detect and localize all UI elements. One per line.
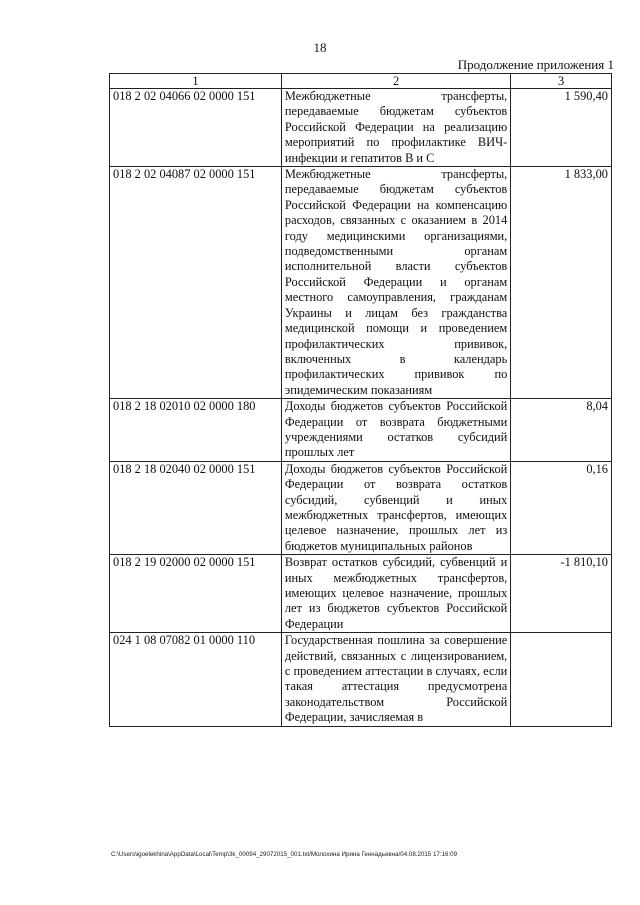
column-header-3: 3 xyxy=(511,74,612,89)
income-description: Государственная пошлина за совершение действий, связанных с лицензированием, с проведением аттестации в случаях, если такая аттестация предусмотрена законодательством Российской Федерации, зачисляемая в xyxy=(281,633,510,726)
income-description: Доходы бюджетов субъектов Российской Федерации от возврата остатков субсидий, субвенций и иных межбюджетных трансфертов, имеющих целевое назначение, прошлых лет из бюджетов муниципальных районов xyxy=(281,461,510,554)
amount-value: 8,04 xyxy=(511,399,612,462)
file-path-footer: C:\Users\igoelekhina\AppData\Local\Temp\3k_00094_29072015_001.txt/Молохина Ирина Геннадьевна/04.08.2015 17:16:09 xyxy=(111,851,458,858)
budget-code: 018 2 02 04066 02 0000 151 xyxy=(110,89,282,167)
amount-value: -1 810,10 xyxy=(511,555,612,633)
budget-code: 024 1 08 07082 01 0000 110 xyxy=(110,633,282,726)
table-row xyxy=(110,399,612,462)
page-number: 18 xyxy=(313,40,327,55)
income-description: Межбюджетные трансферты, передаваемые бюджетам субъектов Российской Федерации на реализацию мероприятий по профилактике ВИЧ-инфекции и гепатитов В и С xyxy=(281,89,510,167)
income-description: Возврат остатков субсидий, субвенций и иных межбюджетных трансфертов, имеющих целевое назначение, прошлых лет из бюджетов субъектов Российской Федерации xyxy=(281,555,510,633)
budget-code: 018 2 02 04087 02 0000 151 xyxy=(110,167,282,399)
amount-value: 1 833,00 xyxy=(511,167,612,399)
budget-code: 018 2 18 02040 02 0000 151 xyxy=(110,461,282,554)
table-row xyxy=(110,167,612,399)
budget-table xyxy=(109,73,612,727)
table-row xyxy=(110,555,612,633)
continuation-label: Продолжение приложения 1 xyxy=(457,57,614,72)
amount-value xyxy=(511,633,612,726)
table-row xyxy=(110,633,612,726)
amount-value: 0,16 xyxy=(511,461,612,554)
income-description: Межбюджетные трансферты, передаваемые бюджетам субъектов Российской Федерации на компенсацию расходов, связанных с оказанием в 2014 году медицинскими организациями, подведомственными органам исполнительной власти субъектов Российской Федерации и органам местного самоуправления, гражданам Украины и лицам без гражданства медицинской помощи и проведением профилактических прививок, включенных в календарь профилактических прививок по эпидемическим показаниям xyxy=(281,167,510,399)
table-header-row xyxy=(110,74,612,89)
column-header-2: 2 xyxy=(281,74,510,89)
amount-value: 1 590,40 xyxy=(511,89,612,167)
budget-code: 018 2 18 02010 02 0000 180 xyxy=(110,399,282,462)
table-row xyxy=(110,461,612,554)
column-header-1: 1 xyxy=(110,74,282,89)
table-row xyxy=(110,89,612,167)
income-description: Доходы бюджетов субъектов Российской Федерации от возврата бюджетными учреждениями остатков субсидий прошлых лет xyxy=(281,399,510,462)
budget-code: 018 2 19 02000 02 0000 151 xyxy=(110,555,282,633)
